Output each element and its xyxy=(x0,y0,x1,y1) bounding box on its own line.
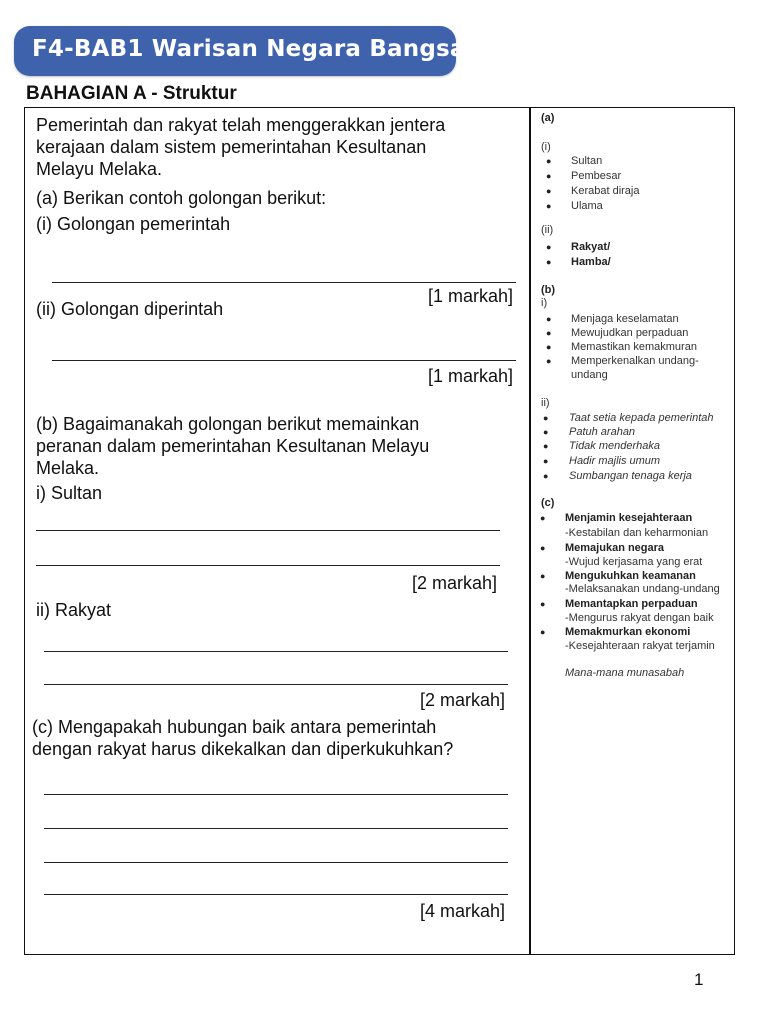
key-item: Tidak menderhaka xyxy=(569,440,661,452)
answer-line[interactable] xyxy=(52,282,516,283)
key-a-ii-label: (ii) xyxy=(541,224,554,236)
key-item: Sumbangan tenaga kerja xyxy=(569,470,692,482)
key-item: Hadir majlis umum xyxy=(569,455,661,467)
answer-line[interactable] xyxy=(44,862,508,863)
bullet-icon: ● xyxy=(543,441,549,451)
intro-line-1: Pemerintah dan rakyat telah menggerakkan jentera xyxy=(36,115,446,135)
question-a-ii: (ii) Golongan diperintah xyxy=(36,299,224,319)
key-item: Patuh arahan xyxy=(569,426,636,438)
key-c-label: (c) xyxy=(541,497,555,509)
key-item: Memakmurkan ekonomi xyxy=(565,626,691,638)
question-b-prompt-1: (b) Bagaimanakah golongan berikut memainkan xyxy=(36,414,420,434)
intro-line-3: Melayu Melaka. xyxy=(36,159,163,179)
mark-label: [2 markah] xyxy=(412,573,498,593)
key-item: undang xyxy=(571,369,608,381)
key-item-sub: -Kestabilan dan keharmonian xyxy=(565,527,709,539)
answer-line[interactable] xyxy=(52,360,516,361)
key-b-label: (b) xyxy=(541,284,556,296)
bullet-icon: ● xyxy=(546,201,552,211)
key-item: Ulama xyxy=(571,200,603,212)
key-a-label: (a) xyxy=(541,112,555,124)
key-item-sub: -Mengurus rakyat dengan baik xyxy=(565,612,714,624)
bullet-icon: ● xyxy=(546,328,552,338)
key-item: Hamba/ xyxy=(571,256,611,268)
answer-line[interactable] xyxy=(44,894,508,895)
key-a-i-label: (i) xyxy=(541,141,551,153)
bullet-icon: ● xyxy=(540,599,546,609)
key-item-sub: -Kesejahteraan rakyat terjamin xyxy=(565,640,715,652)
key-item: Sultan xyxy=(571,155,603,167)
key-item: Menjaga keselamatan xyxy=(571,313,679,325)
bullet-icon: ● xyxy=(546,342,552,352)
key-item: Mewujudkan perpaduan xyxy=(571,327,689,339)
question-a-prompt: (a) Berikan contoh golongan berikut: xyxy=(36,188,327,208)
answer-line[interactable] xyxy=(36,565,500,566)
bullet-icon: ● xyxy=(540,543,546,553)
title-banner xyxy=(14,26,466,76)
section-title: BAHAGIAN A - Struktur xyxy=(26,83,237,104)
question-b-i: i) Sultan xyxy=(36,483,103,503)
answer-line[interactable] xyxy=(44,828,508,829)
key-item-sub: -Melaksanakan undang-undang xyxy=(565,583,720,595)
question-c-prompt-1: (c) Mengapakah hubungan baik antara pemerintah xyxy=(32,717,437,737)
key-b-i-label: i) xyxy=(541,297,548,309)
key-item: Memajukan negara xyxy=(565,542,665,554)
key-note: Mana-mana munasabah xyxy=(565,667,685,679)
answer-line[interactable] xyxy=(44,651,508,652)
key-item: Memantapkan perpaduan xyxy=(565,598,698,610)
question-b-ii: ii) Rakyat xyxy=(36,600,112,620)
bullet-icon: ● xyxy=(540,513,546,523)
bullet-icon: ● xyxy=(543,413,549,423)
answer-line[interactable] xyxy=(44,684,508,685)
answer-line[interactable] xyxy=(36,530,500,531)
bullet-icon: ● xyxy=(543,471,549,481)
question-c-prompt-2: dengan rakyat harus dikekalkan dan diperkukuhkan? xyxy=(32,739,454,759)
bullet-icon: ● xyxy=(543,456,549,466)
key-item: Taat setia kepada pemerintah xyxy=(569,412,714,424)
key-item: Menjamin kesejahteraan xyxy=(565,512,693,524)
bullet-icon: ● xyxy=(540,571,546,581)
question-a-i: (i) Golongan pemerintah xyxy=(36,214,231,234)
key-item: Memastikan kemakmuran xyxy=(571,341,697,353)
bullet-icon: ● xyxy=(546,186,552,196)
bullet-icon: ● xyxy=(546,257,552,267)
mark-label: [2 markah] xyxy=(420,690,506,710)
column-divider xyxy=(529,107,531,955)
key-b-ii-label: ii) xyxy=(541,397,550,409)
key-item: Kerabat diraja xyxy=(571,185,640,197)
key-item: Pembesar xyxy=(571,170,622,182)
intro-line-2: kerajaan dalam sistem pemerintahan Kesultanan xyxy=(36,137,427,157)
question-b-prompt-3: Melaka. xyxy=(36,458,100,478)
mark-label: [4 markah] xyxy=(420,901,506,921)
banner-title: F4-BAB1 Warisan Negara Bangsa xyxy=(32,36,466,62)
mark-label: [1 markah] xyxy=(428,286,514,306)
key-item-sub: -Wujud kerjasama yang erat xyxy=(565,556,703,568)
bullet-icon: ● xyxy=(546,171,552,181)
key-item: Mengukuhkan keamanan xyxy=(565,570,696,582)
bullet-icon: ● xyxy=(546,314,552,324)
key-item: Rakyat/ xyxy=(571,241,611,253)
bullet-icon: ● xyxy=(546,156,552,166)
mark-label: [1 markah] xyxy=(428,366,514,386)
question-b-prompt-2: peranan dalam pemerintahan Kesultanan Melayu xyxy=(36,436,430,456)
bullet-icon: ● xyxy=(546,356,552,366)
bullet-icon: ● xyxy=(543,427,549,437)
answer-line[interactable] xyxy=(44,794,508,795)
page-number: 1 xyxy=(694,970,704,989)
bullet-icon: ● xyxy=(546,242,552,252)
key-item: Memperkenalkan undang- xyxy=(571,355,699,367)
bullet-icon: ● xyxy=(540,627,546,637)
